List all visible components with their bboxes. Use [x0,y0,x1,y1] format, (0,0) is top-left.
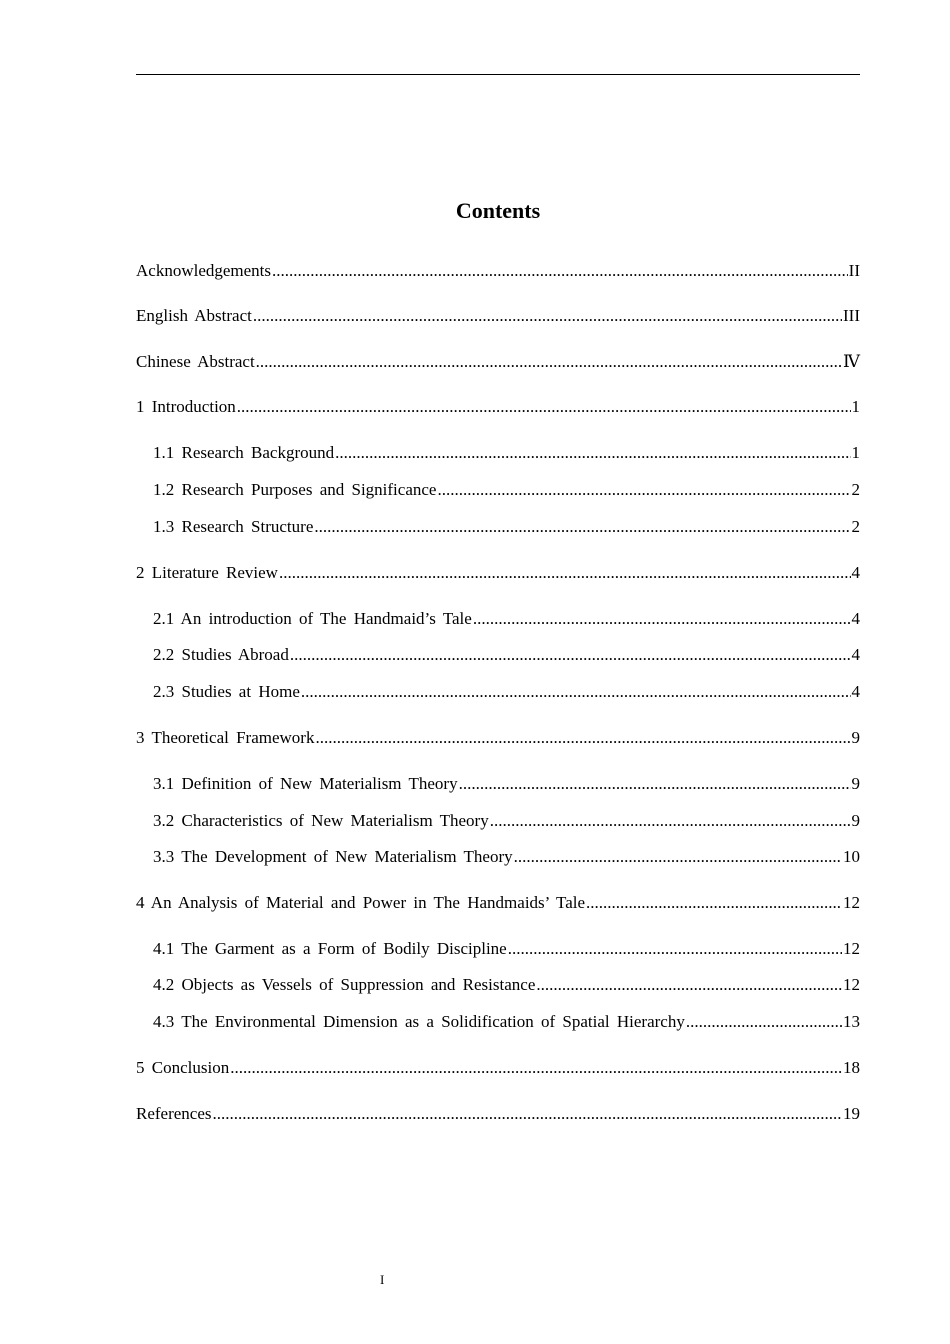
toc-entry-definition[interactable] [153,773,860,795]
toc-entry-label: 2 Literature Review [136,563,278,582]
toc-entry-page: 18 [843,1058,860,1077]
toc-entry-page: 4 [851,682,860,701]
toc-entry-page: 12 [843,939,860,958]
dot-leader [272,260,848,282]
toc-entry-handmaids-tale-intro[interactable] [153,608,860,630]
toc-entry-label: 4.1 The Garment as a Form of Bodily Discipline [153,939,507,958]
dot-leader [586,892,842,914]
dot-leader [686,1011,842,1033]
toc-entry-acknowledgements[interactable] [136,260,860,282]
toc-entry-research-background[interactable] [153,442,860,464]
toc-entry-research-structure[interactable] [153,516,860,538]
toc-entry-label: 5 Conclusion [136,1058,230,1077]
toc-entry-page: 13 [843,1012,860,1031]
toc-entry-label: 1.2 Research Purposes and Significance [153,480,437,499]
page-number: I [380,1272,385,1287]
toc-entry-label: 2.3 Studies at Home [153,682,300,701]
dot-leader [237,396,851,418]
toc-entry-analysis[interactable] [136,892,860,914]
toc-entry-research-purposes[interactable] [153,479,860,501]
toc-entry-label: 1.3 Research Structure [153,517,314,536]
toc-entry-label: Acknowledgements [136,261,272,280]
toc-entry-conclusion[interactable] [136,1057,860,1079]
toc-entry-english-abstract[interactable] [136,305,860,327]
toc-entry-page: II [848,261,860,280]
toc-entry-label: 3.2 Characteristics of New Materialism Theory [153,811,489,830]
toc-entry-chinese-abstract[interactable] [136,351,860,373]
toc-entry-label: 4.3 The Environmental Dimension as a Solidification of Spatial Hierarchy [153,1012,685,1031]
toc-entry-references[interactable] [136,1103,860,1125]
dot-leader [508,938,842,960]
dot-leader [314,516,850,538]
dot-leader [301,681,851,703]
toc-entry-literature-review[interactable] [136,562,860,584]
toc-entry-page: 4 [851,645,860,664]
dot-leader [536,974,842,996]
toc-entry-page: 2 [851,480,860,499]
dot-leader [213,1103,842,1125]
toc-entry-introduction[interactable] [136,396,860,418]
toc-entry-page: 2 [851,517,860,536]
toc-entry-page: 1 [851,443,860,462]
toc-entry-label: References [136,1104,212,1123]
toc-entry-characteristics[interactable] [153,810,860,832]
toc-entry-page: 9 [851,811,860,830]
dot-leader [315,727,850,749]
dot-leader [290,644,851,666]
toc-entry-page: 9 [851,728,860,747]
toc-entry-objects[interactable] [153,974,860,996]
toc-entry-label: 3 Theoretical Framework [136,728,315,747]
toc-entry-label: 2.2 Studies Abroad [153,645,289,664]
toc-entry-studies-at-home[interactable] [153,681,860,703]
dot-leader [459,773,851,795]
toc-entry-label: 3.3 The Development of New Materialism Theory [153,847,513,866]
toc-entry-page: III [843,306,860,325]
toc-entry-page: 4 [851,563,860,582]
toc-entry-label: Chinese Abstract [136,352,255,371]
toc-entry-garment[interactable] [153,938,860,960]
toc-entry-label: English Abstract [136,306,252,325]
toc-entry-label: 2.1 An introduction of The Handmaid’s Tale [153,609,472,628]
dot-leader [279,562,851,584]
dot-leader [437,479,850,501]
dot-leader [253,305,842,327]
dot-leader [473,608,851,630]
toc-entry-page: 9 [851,774,860,793]
page-title: Contents [455,198,541,223]
toc-entry-page: 12 [843,893,860,912]
toc-entry-page: Ⅳ [843,352,860,371]
toc-entry-label: 4 An Analysis of Material and Power in The Handmaids’ Tale [136,893,586,912]
toc-entry-page: 19 [843,1104,860,1123]
toc-entry-development[interactable] [153,846,860,868]
toc-entry-label: 1.1 Research Background [153,443,335,462]
dot-leader [256,351,842,373]
toc-entry-page: 10 [843,847,860,866]
toc-entry-page: 4 [851,609,860,628]
toc-entry-environmental-dimension[interactable] [153,1011,860,1033]
header-rule [136,74,860,75]
toc-entry-label: 3.1 Definition of New Materialism Theory [153,774,458,793]
dot-leader [514,846,842,868]
dot-leader [230,1057,842,1079]
toc-entry-label: 1 Introduction [136,397,236,416]
toc-entry-label: 4.2 Objects as Vessels of Suppression and Resistance [153,975,536,994]
toc-entry-studies-abroad[interactable] [153,644,860,666]
toc-entry-page: 12 [843,975,860,994]
dot-leader [335,442,850,464]
dot-leader [490,810,851,832]
toc-entry-theoretical-framework[interactable] [136,727,860,749]
toc-entry-page: 1 [851,397,860,416]
